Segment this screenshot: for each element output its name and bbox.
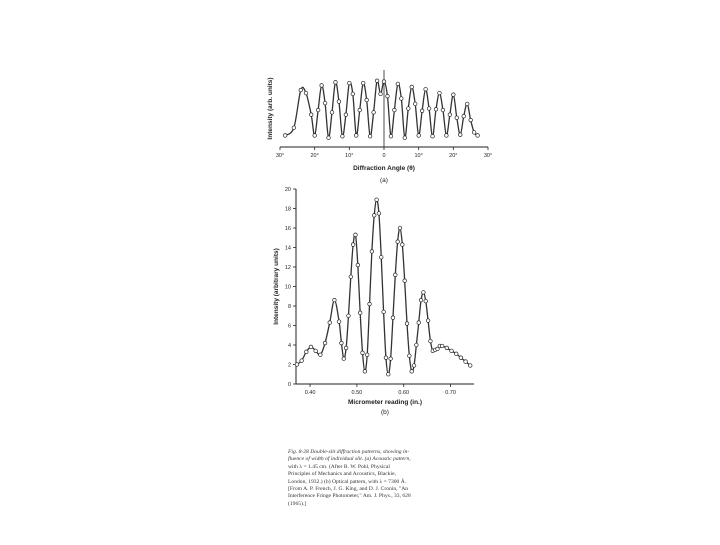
series-line — [297, 200, 470, 375]
data-point — [459, 356, 463, 360]
data-point — [327, 136, 331, 140]
data-point — [441, 108, 445, 112]
data-point — [375, 198, 379, 202]
data-point — [469, 118, 473, 122]
data-point — [454, 352, 458, 356]
x-axis-label: Diffraction Angle (θ) — [353, 165, 415, 172]
data-point — [295, 363, 299, 367]
data-point — [292, 126, 296, 130]
data-point — [448, 113, 452, 117]
data-point — [375, 79, 379, 83]
data-point — [422, 291, 426, 295]
caption-line: with λ = 1.45 cm. (After R. W. Pohl, Physical — [288, 463, 390, 470]
data-point — [445, 134, 449, 138]
data-point — [365, 98, 369, 102]
data-point — [401, 243, 405, 247]
data-point — [320, 84, 324, 88]
data-point — [382, 310, 386, 314]
data-point — [403, 279, 407, 283]
panel-label: (a) — [380, 177, 388, 184]
data-point — [309, 113, 313, 117]
panel-label: (b) — [381, 409, 389, 416]
caption-line: Interference Fringe Photometer," Am. J. Phys., 33, 628 — [288, 493, 411, 500]
y-axis-label: Intensity (arbitrary units) — [273, 248, 280, 325]
data-point — [389, 134, 393, 138]
series-line — [285, 80, 477, 137]
data-point — [455, 116, 459, 120]
data-point — [372, 214, 376, 218]
data-point — [417, 134, 421, 138]
y-tick-label: 2 — [287, 362, 291, 369]
data-point — [363, 370, 367, 374]
data-point — [431, 134, 435, 138]
y-tick-label: 12 — [284, 265, 291, 271]
data-point — [458, 133, 462, 137]
data-point — [379, 92, 383, 96]
caption-line: [From A. P. French, J. G. King, and D. J. Cronin, "An — [288, 486, 409, 493]
data-point — [337, 100, 341, 104]
data-point — [354, 233, 358, 237]
data-point — [337, 320, 341, 324]
y-tick-label: 4 — [287, 343, 291, 349]
data-point — [351, 243, 355, 247]
data-point — [386, 94, 390, 98]
data-point — [429, 339, 433, 343]
data-point — [412, 364, 416, 368]
data-point — [386, 372, 390, 376]
data-point — [438, 91, 442, 95]
data-point — [445, 346, 449, 350]
data-point — [341, 134, 345, 138]
data-point — [464, 360, 468, 364]
x-tick-label: 30° — [483, 153, 493, 159]
data-point — [476, 134, 480, 138]
y-tick-label: 6 — [287, 323, 291, 330]
data-point — [316, 108, 320, 112]
data-point — [394, 273, 398, 277]
data-point — [410, 370, 414, 374]
data-point — [410, 85, 414, 89]
data-point — [426, 319, 430, 323]
y-tick-label: 10 — [284, 284, 291, 291]
data-point — [417, 321, 421, 325]
data-point — [400, 97, 404, 101]
data-point — [361, 351, 365, 355]
data-point — [299, 88, 303, 92]
x-tick-label: 0.50 — [351, 390, 363, 396]
data-point — [354, 134, 358, 138]
data-point — [391, 316, 395, 320]
data-point — [330, 111, 334, 115]
y-tick-label: 14 — [284, 245, 291, 252]
x-tick-label: 0.40 — [304, 390, 316, 396]
caption-line: (1965).] — [288, 500, 307, 507]
data-point — [309, 345, 313, 349]
caption-line: London, 1932.) (b) Optical pattern, with λ = 7300 Å. — [288, 478, 407, 485]
data-point — [403, 136, 407, 140]
y-tick-label: 18 — [284, 206, 291, 213]
data-point — [424, 299, 428, 303]
data-point — [427, 107, 431, 111]
figure-caption — [288, 449, 473, 508]
data-point — [389, 357, 393, 361]
data-point — [356, 263, 360, 267]
data-point — [408, 354, 412, 358]
data-point — [415, 343, 419, 347]
data-point — [393, 108, 397, 112]
data-point — [462, 114, 466, 118]
data-point — [340, 341, 344, 345]
data-point — [344, 113, 348, 117]
data-point — [434, 107, 438, 111]
data-point — [424, 87, 428, 91]
x-axis-label: Micrometer reading (in.) — [347, 399, 423, 406]
data-point — [349, 275, 353, 279]
data-point — [472, 131, 476, 135]
data-point — [406, 107, 410, 111]
x-tick-label: 20° — [449, 153, 458, 159]
y-tick-label: 16 — [284, 226, 291, 232]
chart-b — [273, 187, 474, 416]
data-point — [450, 349, 454, 353]
data-point — [370, 250, 374, 254]
data-point — [452, 93, 456, 97]
data-point — [328, 321, 332, 325]
data-point — [398, 226, 402, 230]
data-point — [283, 134, 287, 138]
data-point — [413, 102, 417, 106]
x-tick-label: 0.70 — [445, 390, 456, 396]
data-point — [468, 364, 472, 368]
data-point — [419, 298, 423, 302]
data-point — [305, 350, 309, 354]
data-point — [300, 359, 304, 363]
data-point — [368, 134, 372, 138]
data-point — [304, 91, 308, 95]
data-point — [379, 255, 383, 259]
caption-line: Principles of Mechanics and Acoustics, Blackie, — [288, 471, 396, 478]
data-point — [323, 101, 327, 105]
data-point — [382, 80, 386, 84]
y-tick-label: 20 — [284, 187, 291, 193]
data-point — [465, 102, 469, 106]
data-point — [372, 111, 376, 115]
data-point — [420, 109, 424, 113]
caption-line: Fig. 8-28 Double-slit diffraction patterns, showing in- — [288, 449, 410, 455]
y-axis-label: Intensity (arb. units) — [267, 77, 274, 140]
chart-a — [267, 70, 492, 184]
data-point — [358, 108, 362, 112]
data-point — [440, 344, 444, 348]
data-point — [313, 134, 317, 138]
x-tick-label: 0 — [382, 153, 386, 159]
x-tick-label: 30° — [275, 153, 285, 159]
data-point — [384, 356, 388, 360]
data-point — [348, 81, 352, 85]
data-point — [333, 298, 337, 302]
data-point — [396, 240, 400, 244]
data-point — [319, 353, 323, 357]
x-tick-label: 20° — [310, 153, 319, 159]
data-point — [342, 357, 346, 361]
data-point — [358, 311, 362, 315]
data-point — [334, 81, 338, 85]
data-point — [365, 353, 369, 357]
y-tick-label: 8 — [287, 304, 291, 310]
data-point — [396, 82, 400, 86]
data-point — [344, 346, 348, 350]
data-point — [314, 349, 318, 353]
data-point — [351, 92, 355, 96]
x-tick-label: 0.60 — [398, 390, 410, 396]
caption-line: fluence of width of individual slit. (a) Acoustic pattern, — [288, 456, 411, 463]
x-tick-label: 10° — [345, 153, 354, 159]
data-point — [347, 314, 351, 318]
data-point — [323, 341, 327, 345]
data-point — [361, 81, 365, 85]
data-point — [368, 302, 372, 306]
data-point — [377, 212, 381, 216]
y-tick-label: 0 — [287, 382, 291, 388]
x-tick-label: 10° — [414, 153, 423, 159]
data-point — [405, 322, 409, 326]
